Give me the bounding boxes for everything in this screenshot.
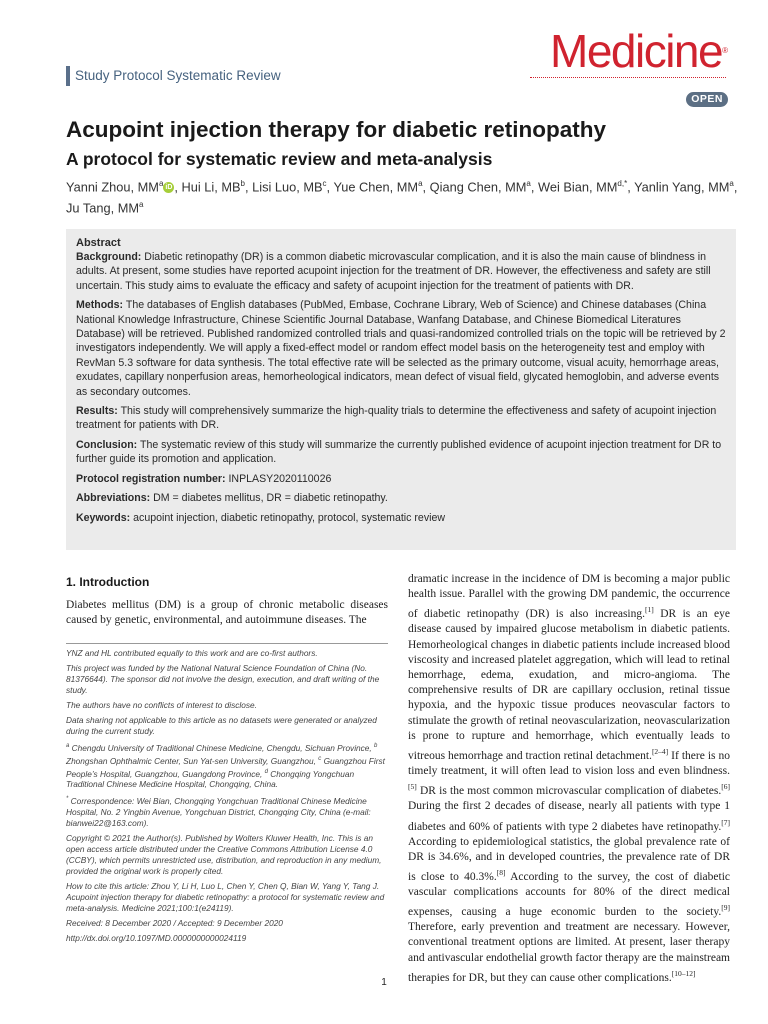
journal-name: Medicine [550, 25, 723, 77]
superscript-ref[interactable]: [5] [408, 782, 417, 792]
footnote [66, 833, 388, 877]
text-run: http://dx.doi.org/10.1097/MD.0000000000024119 [66, 933, 247, 944]
superscript-ref[interactable]: [8] [496, 867, 506, 877]
footnote [66, 794, 388, 829]
text-run: DR is the most common microvascular complication of diabetes. [416, 785, 722, 798]
superscript-ref[interactable]: c [318, 755, 322, 762]
abbreviations-label: Abbreviations: [76, 492, 151, 505]
text-run: How to cite this article: Zhou Y, Li H, Luo L, Chen Y, Chen Q, Bian W, Yang Y, Tang J. Acupoint injection therapy for diabetic retinopathy: a protocol for systematic review and meta-analysis. Medicine 2021;100:1(e24119). [66, 881, 385, 914]
superscript-ref[interactable]: * [66, 796, 69, 803]
journal-logo[interactable] [550, 26, 728, 76]
text-run: Correspondence: Wei Bian, Chongqing Yongchuan Traditional Chinese Medicine Hospital, No. 2 Yingbin Avenue, Yongchuan District, Chongqing City, China (e-mail: bianwei22@163.com). [66, 796, 371, 829]
author-affiliation-mark: a [139, 200, 144, 210]
registration-number: INPLASY2020110026 [228, 472, 332, 485]
abstract-background [76, 250, 728, 293]
left-column [66, 572, 388, 628]
background-text: Diabetic retinopathy (DR) is a common diabetic microvascular complication, and it is also the main cause of blindness in adults. At present, some studies have reported acupoint injection for the treatment of DR. However, the effectiveness and safety are still uncertain. This study aims to evaluate the efficacy and safety of acupoint injection for the treatment of patients with DR. [76, 251, 711, 292]
abstract-heading: Abstract [76, 237, 121, 249]
orcid-icon[interactable]: iD [165, 184, 173, 192]
abstract-abbreviations [76, 491, 728, 505]
conclusion-label: Conclusion: [76, 438, 138, 451]
author-name[interactable]: Yue Chen, MM [333, 179, 419, 195]
results-label: Results: [76, 405, 118, 418]
footnote [66, 648, 388, 659]
footnote [66, 933, 388, 944]
text-run: Data sharing not applicable to this article as no datasets were generated or analyzed during the current study. [66, 715, 377, 736]
footnotes [66, 643, 388, 948]
superscript-ref[interactable]: [7] [721, 817, 730, 827]
results-text: This study will comprehensively summarize the high-quality trials to determine the effectiveness and safety of acupoint injection treatment for patients with DR. [76, 405, 717, 432]
superscript-ref[interactable]: [6] [721, 782, 730, 792]
footnote [66, 918, 388, 929]
abstract-keywords [76, 511, 728, 525]
author-name[interactable]: Qiang Chen, MM [429, 179, 527, 195]
background-label: Background: [76, 251, 142, 263]
author-affiliation-mark: d,* [617, 179, 628, 188]
text-run: dramatic increase in the incidence of DM is becoming a major public health issue. Parallel with the growing DM pandemic, the occurrence of diabetic retinopathy (DR) is also increasing. [408, 573, 730, 621]
text-run: Received: 8 December 2020 / Accepted: 9 December 2020 [66, 918, 283, 929]
superscript-ref[interactable]: [2–4] [651, 747, 669, 757]
author-affiliation-mark: a [418, 179, 423, 188]
author-name[interactable]: Yanlin Yang, MM [634, 179, 730, 195]
superscript-ref[interactable]: d [264, 768, 268, 775]
author-separator: , [530, 179, 538, 195]
author-separator: , [422, 179, 430, 195]
author-separator: , [326, 179, 334, 195]
footnote [66, 741, 388, 790]
keywords-text: acupoint injection, diabetic retinopathy, protocol, systematic review [133, 511, 446, 524]
author-separator: , [627, 179, 635, 195]
author-name[interactable]: Yanni Zhou, MM [66, 179, 159, 195]
conclusion-text: The systematic review of this study will summarize the currently published evidence of acupoint injection treatment for DR to further guide its promotion and application. [76, 438, 722, 466]
text-run: According to epidemiological statistics, the global prevalence rate of DR is 34.6%, and in developed countries, the prevalence rate of DR is close to 40.3%. [408, 835, 730, 883]
article-subtitle: A protocol for systematic review and meta-analysis [66, 149, 493, 169]
open-access-badge: OPEN [686, 92, 728, 107]
author-separator: , [245, 179, 253, 195]
author-affiliation-mark: a [729, 179, 734, 188]
page-number: 1 [381, 977, 387, 988]
methods-label: Methods: [76, 299, 124, 312]
registered-mark: ® [722, 46, 728, 55]
text-run: Guangzhou First People’s Hospital, Guangzhou, Guangdong Province, [66, 755, 385, 779]
introduction-heading: 1. Introduction [66, 575, 150, 589]
author-affiliation-mark: b [240, 179, 245, 188]
text-run: Zhongshan Ophthalmic Center, Sun Yat-sen University, Guangzhou, [66, 755, 319, 766]
introduction-paragraph-left: Diabetes mellitus (DM) is a group of chronic metabolic diseases caused by genetic, environmental, and autoimmune diseases. The [66, 599, 388, 627]
footnote [66, 715, 388, 737]
superscript-ref[interactable]: [9] [721, 903, 730, 913]
footnote [66, 663, 388, 696]
abstract-box [66, 229, 736, 550]
author-affiliation-mark: c [322, 179, 327, 188]
superscript-ref[interactable]: b [374, 743, 378, 749]
footnote [66, 881, 388, 914]
logo-dotted-rule [530, 77, 726, 78]
text-run: YNZ and HL contributed equally to this work and are co-first authors. [66, 648, 318, 658]
text-run: According to the survey, the cost of diabetic vascular complications accounts for 80% of the direct medical expenses, causing a huge economic burden to the society. [408, 870, 730, 919]
superscript-ref[interactable]: [10–12] [671, 968, 696, 978]
text-run: Chongqing Yongchuan Traditional Chinese Medicine Hospital, Chongqing, China. [66, 768, 355, 790]
text-run: During the first 2 decades of disease, nearly all patients with type 1 diabetes and 60% of patients with type 2 diabetes have retinopathy. [408, 800, 730, 833]
article-title: Acupoint injection therapy for diabetic retinopathy [66, 117, 607, 142]
methods-text: The databases of English databases (PubMed, Embase, Cochrane Library, Web of Science) and Chinese databases (China National Knowledge Infrastructure, Chinese Scientific Journal Database, Wanfang Database, and Chinese Biomedical Literatures Database) will be retrieved. Published randomized controlled trials and quasi-randomized controlled trials on the topic will be retrieved by 2 investigators independently. We will apply a fixed-effect model or random effect model basis on the heterogeneity test and employ with RevMan 5.3 software for data synthesis. The total effective rate will be selected as the primary outcome, visual acuity, hemorrhage areas, exudates, capillary nonperfusion areas, hemorheological indicators, mean defect of visual field, glycated hemoglobin, and adverse events as secondary outcomes. [76, 299, 726, 398]
text-run: The authors have no conflicts of interest to disclose. [66, 700, 257, 710]
introduction-paragraph-right [408, 572, 730, 986]
registration-label: Protocol registration number: [76, 472, 226, 485]
abstract-results [76, 404, 728, 433]
author-separator: , [733, 179, 738, 195]
abstract-methods [76, 298, 728, 399]
text-run: This project was funded by the National Natural Science Foundation of China (No. 81376644). The sponsor did not involve the design, execution, and draft writing of the study. [66, 663, 380, 695]
text-run: If there is no timely treatment, it will often lead to vision loss and even blindness. [408, 749, 730, 778]
superscript-ref[interactable]: a [66, 743, 70, 749]
superscript-ref[interactable]: [1] [645, 605, 654, 615]
author-separator: , [174, 179, 182, 195]
text-run: DR is an eye disease caused by impaired glucose metabolism in diabetic patients. Hemorheological changes in diabetic patients include increased blood viscosity and increased platelet aggregation, which will lead to retinal hemorrhage, edema, exudation, and micro-angioma. The comprehensive results of DR are capillary occlusion, retinal tissue hypoxia, and the hypoxic tissue produces neovascular factors to stimulate the growth of retinal neovascularization, neovascularization is prone to rupture and hemorrhage, which eventually leads to vitreous hemorrhage and traction retinal detachment. [408, 608, 730, 762]
author-affiliation-mark: a [158, 179, 164, 188]
text-run: Chengdu University of Traditional Chinese Medicine, Chengdu, Sichuan Province, [69, 742, 375, 753]
abstract-registration [76, 472, 728, 486]
text-run: Therefore, early prevention and treatment are necessary. However, conventional treatment options are limited. At present, laser therapy and antivascular endothelial growth factor therapy are the mainstream therapies for DR, but they can cause other complications. [408, 921, 730, 984]
author-name[interactable]: Wei Bian, MM [537, 179, 618, 195]
author-name[interactable]: Ju Tang, MM [66, 200, 140, 216]
author-affiliation-mark: a [526, 179, 531, 188]
right-column [408, 572, 730, 986]
author-list [66, 175, 746, 218]
author-name[interactable]: Hui Li, MB [181, 179, 241, 195]
text-run: Copyright © 2021 the Author(s). Published by Wolters Kluwer Health, Inc. This is an open access article distributed under the Creative Commons Attribution License 4.0 (CCBY), which permits unrestricted use, distribution, and reproduction in any medium, provided the original work is properly cited. [66, 833, 382, 877]
footnote [66, 700, 388, 711]
author-name[interactable]: Lisi Luo, MB [252, 179, 323, 195]
keywords-label: Keywords: [76, 511, 131, 524]
abbreviations-text: DM = diabetes mellitus, DR = diabetic retinopathy. [153, 492, 388, 505]
abstract-conclusion [76, 438, 728, 467]
article-type-label: Study Protocol Systematic Review [66, 66, 281, 86]
